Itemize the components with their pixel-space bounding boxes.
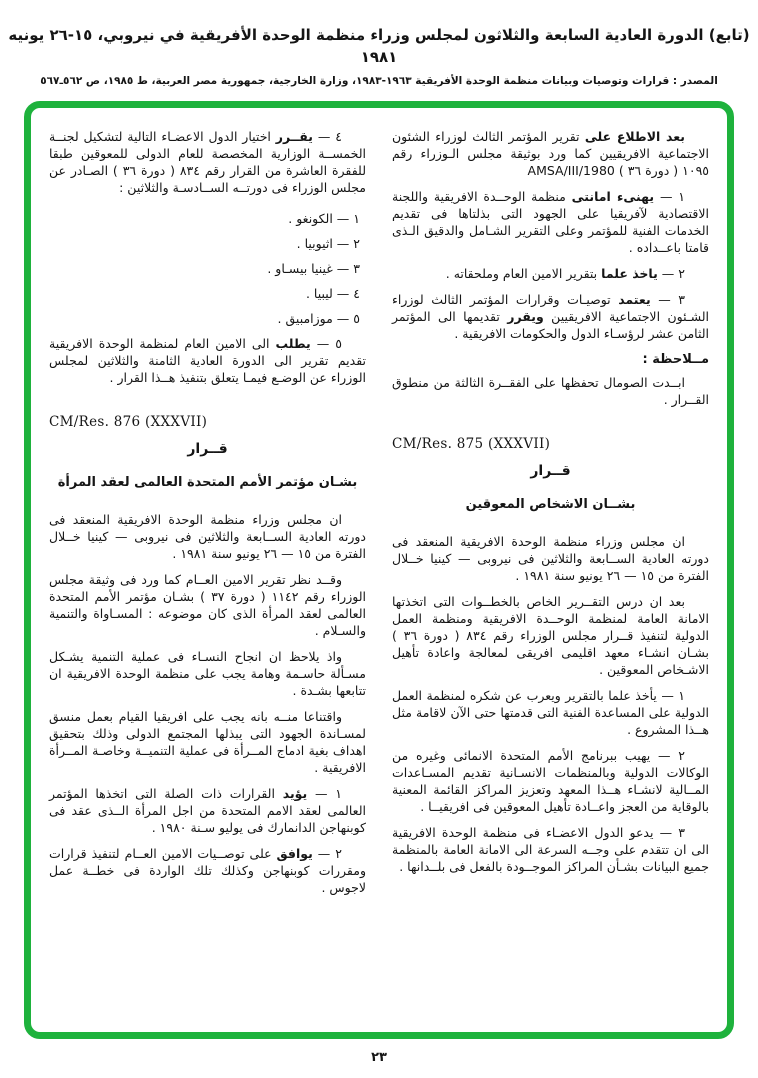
text-run: توصيـات وقرارات المؤتمر الثالث لوزراء الشـئون الاجتماعية الافريقيين [392,292,709,324]
text-run: ٢ — [650,748,686,763]
paragraph [392,824,709,875]
text-run: يعتمد [618,292,651,307]
column-left [49,128,366,1032]
text-run: الى الامين العام لمنظمة الوحدة الافريقية تقديم تقرير الى الدورة العادية الثامنة والثلاثين لمجلس الوزراء عن الوضـع فيمـا يتعلق بتنفيذ هــذا القرار . [49,336,366,385]
resolution-ref: CM/Res. 876 (XXXVII) [49,414,208,430]
text-run: القرارات ذات الصلة التى اتخذها المؤتمر العالمى لعقد الامم المتحدة من اجل المرأة الــذى عقد فى كوبنهاجن الدانمارك فى يوليو سـنة ١٩٨٠ . [49,786,366,835]
text-run: بتقرير الامين العام وملحقاته . [445,266,602,281]
text-run: اختيار الدول الاعضـاء التالية لتشكيل لجنــة الخمســة الوزارية المخصصة للعام الدولى للمعوقين طبقا للفقرة العاشرة من القرار رقم ٨٣٤ ( دورة ٣٦ ) الصـادر عن مجلس الوزراء فى دورتــه الســادسـة والثلاثين : [49,129,367,195]
country-list [49,210,366,327]
text-run: يهيب ببرنامج الأمم المتحدة الانمائى وغيره من الوكالات الدولية وبالمنظمات الانسـانية تقديم المسـاعدات المــالية لانشـاء هــذا المعهد وتعزيز المراكز القائمة المعنية بالوقاية من العجز واعــادة تأهيل المعوقين فى افريقيــا . [392,748,709,814]
list-item: ٥ — موزامبيق . [277,311,360,326]
note-heading: مــلاحظة : [642,352,709,367]
paragraph: وقــد نظر تقرير الامين العــام كما ورد فى وثيقة مجلس الوزراء رقم ١١٤٢ ( دورة ٣٧ ) بشـان مؤتمر الأمم المتحدة العالمى لعقد المرأة الذى كان موضوعه : المسـاواة والتنمية والسـلام . [49,572,366,638]
text-run: على توصــيات الامين العــام لتنفيذ قرارات ومقررات كوبنهاجن وكذلك تلك الواردة فى خطــة عمل لاجوس . [49,846,366,895]
text-run: ٣ — [650,292,685,307]
columns [49,128,709,1032]
resolution-subject: بشـان مؤتمر الأمم المتحدة العالمى لعقد المرأة [57,475,358,490]
text-run: تقديمها الى المؤتمر الثامن عشر لرؤسـاء الدول والحكومات الافريقية . [392,309,709,341]
paragraph [392,687,709,738]
text-run: بعد الاطلاع على [584,129,685,144]
note-body: ابــدت الصومال تحفظها على الفقــرة الثالثة من منطوق القــرار . [392,375,709,407]
paragraph [49,845,366,896]
text-run: يدعو الدول الاعضـاء فى منظمة الوحدة الافريقية الى ان تتقدم على وجــه السرعة الى الامانة العامة بالمنظمة جميع البيانات بشـأن المراكز الموجــودة بالفعل فى بلــدانها . [392,825,709,874]
column-right [392,128,709,1032]
text-run: ٢ — [657,266,685,281]
text-run: يقــرر [275,129,313,144]
text-run: ياخذ علما [601,266,658,281]
paragraph [392,291,709,342]
text-run: يهنىء امانتى [571,189,655,204]
paragraph [49,335,366,386]
paragraph-intro [392,128,709,179]
text-run: تقرير المؤتمر الثالث لوزراء الشئون الاجتماعية الافريقيين كما ورد بوثيقة مجلس الـوزراء رقم ١٠٩٥ ( دورة ٣٦ ) AMSA/III/1980 [392,129,709,178]
text-run: يؤيد [282,786,308,801]
paragraph: واقتناعا منــه بانه يجب على افريقيا القيام بعمل منسق لمسـاندة الجهود التى يبذلها المجتمع الدولى وذلك بتحقيق اهداف بغية ادماج المــرأة فى عملية التنميــة وخاصـة المــرأة الافريقية . [49,709,366,775]
text-run: يطلب [275,336,311,351]
page-number: ٢٣ [371,1050,387,1065]
resolution-subject: بشــان الاشخاص المعوقين [465,497,636,512]
resolution-heading: قــرار [530,463,571,479]
resolution-heading: قــرار [187,441,228,457]
text-run: ويقرر [507,309,544,324]
list-item: ٤ — ليبيا . [305,286,360,301]
text-run: ١ — [656,688,685,703]
paragraph: بعد ان درس التقــرير الخاص بالخطــوات التى اتخذتها الامانة العامة لمنظمة الوحــدة الافريقية ومنظمة العمل الدولية لتنفيذ قــرار مجلس الوزراء رقم ٨٣٤ ( دورة ٣٦ ) بشـان انشـاء معهد اقليمى افريقى لمعالجة واعادة تأهيل الاشـخاص المعوقين . [392,594,709,677]
paragraph [392,188,709,256]
page-header [0,0,758,87]
paragraph [49,785,366,836]
paragraph [392,265,709,282]
text-run: منظمة الوحــدة الافريقية واللجنة الاقتصادية لآفريقيا على الجهود التى بذلتاها فى تقديم الخدمات الفنية للمؤتمر وعلى التقرير الشـامل والدقيق الـذى قامتا باعــداده . [392,189,709,255]
header-title: (تابع) الدورة العادية السابعة والثلاثون لمجلس وزراء منظمة الوحدة الأفريقية في نيروبي، ١٥-٢٦ يونيه ١٩٨١ [8,26,750,66]
text-run: ٤ — [313,129,342,144]
paragraph [392,747,709,815]
paragraph: واذ يلاحظ ان انجاح النسـاء فى عملية التنمية يشـكل مسـألة حاسـمة وهامة يجب على منظمة الوحدة الافريقية ان تتابعها بشـدة . [49,649,366,698]
resolution-ref: CM/Res. 875 (XXXVII) [392,436,551,452]
paragraph: ان مجلس وزراء منظمة الوحدة الافريقية المنعقد فى دورته العادية الســابعة والثلاثين فى نيروبى — كينيا خــلال الفترة من ١٥ — ٢٦ يونيو سنة ١٩٨١ . [49,512,366,561]
text-run: ٢ — [312,846,342,861]
header-source: المصدر : قرارات وتوصيات وبيانات منظمة الوحدة الأفريقية ١٩٦٣-١٩٨٣، وزارة الخارجية، جمهورية مصر العربية، ط ١٩٨٥، ص ٥٦٢ـ٥٦٧ [40,75,718,87]
text-run: ١ — [654,189,685,204]
text-run: يوافق [276,846,313,861]
paragraph [49,128,366,196]
list-item: ٣ — غينيا بيسـاو . [267,261,360,276]
list-item: ٢ — اثيوبيا . [296,236,360,251]
paragraph: ان مجلس وزراء منظمة الوحدة الافريقية المنعقد فى دورته العادية الســابعة والثلاثين فى نيروبى — كينيا خــلال الفترة من ١٥ — ٢٦ يونيو سنة ١٩٨١ . [392,534,709,583]
content-box [24,101,734,1039]
list-item: ١ — الكونغو . [288,211,360,226]
text-run: ١ — [307,786,342,801]
text-run: ٥ — [310,336,342,351]
text-run: يأخذ علما بالتقرير ويعرب عن شكره لمنظمة العمل الدولية على المساعدة الفنية التى قدمتها حتى الآن لاقامة مثل هــذا المشروع . [392,688,709,737]
text-run: ٣ — [653,825,685,840]
